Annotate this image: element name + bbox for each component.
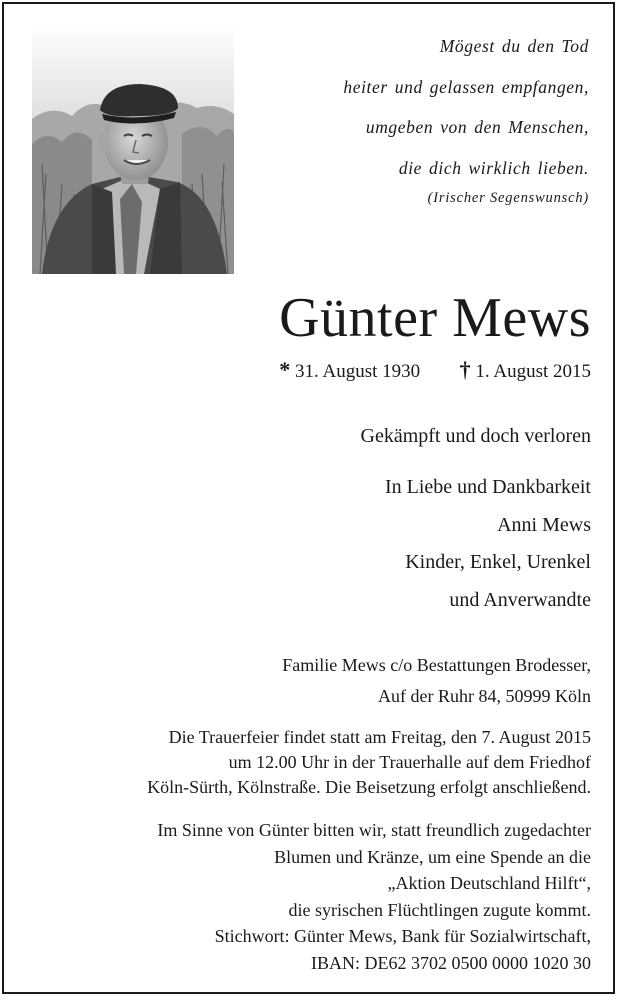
funeral-line: Die Trauerfeier findet statt am Freitag, den 7. August 2015 (168, 727, 591, 747)
donation-line: „Aktion Deutschland Hilft“, (387, 873, 591, 893)
death-date: 1. August 2015 (475, 361, 591, 382)
verse-line: die dich wirklich lieben. (398, 157, 589, 178)
contact-address (282, 650, 591, 712)
donation-notice (157, 817, 591, 976)
birth-date: 31. August 1930 (295, 361, 421, 382)
donation-line: Stichwort: Günter Mews, Bank für Sozialwirtschaft, (214, 926, 591, 946)
verse-line: Mögest du den Tod (439, 36, 589, 56)
mourners-line: In Liebe und Dankbarkeit (384, 476, 591, 498)
address-line: Familie Mews c/o Bestattungen Brodesser, (282, 655, 591, 675)
life-dates (279, 357, 591, 385)
verse-line: umgeben von den Menschen, (365, 117, 589, 137)
donation-line: Im Sinne von Günter bitten wir, statt freundlich zugedachter (157, 820, 591, 840)
donation-line: IBAN: DE62 3702 0500 0000 1020 30 (311, 952, 591, 973)
death-symbol: † (459, 357, 471, 382)
birth-symbol: * (279, 357, 291, 382)
motto: Gekämpft und doch verloren (360, 425, 591, 447)
funeral-notice (147, 725, 591, 800)
verse-line: heiter und gelassen empfangen, (343, 76, 589, 97)
verse-quote (259, 26, 589, 207)
funeral-line: um 12.00 Uhr in der Trauerhalle auf dem Friedhof (228, 752, 591, 772)
mourners-line: Kinder, Enkel, Urenkel (405, 551, 591, 573)
mourners-line: Anni Mews (497, 513, 591, 536)
mourners-list (385, 469, 591, 619)
address-line: Auf der Ruhr 84, 50999 Köln (378, 686, 591, 706)
funeral-line: Köln-Sürth, Kölnstraße. Die Beisetzung erfolgt anschließend. (147, 777, 591, 797)
donation-line: Blumen und Kränze, um eine Spende an die (274, 846, 591, 867)
donation-line: die syrischen Flüchtlingen zugute kommt. (288, 899, 591, 920)
portrait-photo (32, 24, 234, 274)
deceased-name: Günter Mews (279, 287, 591, 349)
verse-source: (Irischer Segenswunsch) (427, 190, 589, 206)
mourners-line: und Anverwandte (449, 588, 591, 611)
